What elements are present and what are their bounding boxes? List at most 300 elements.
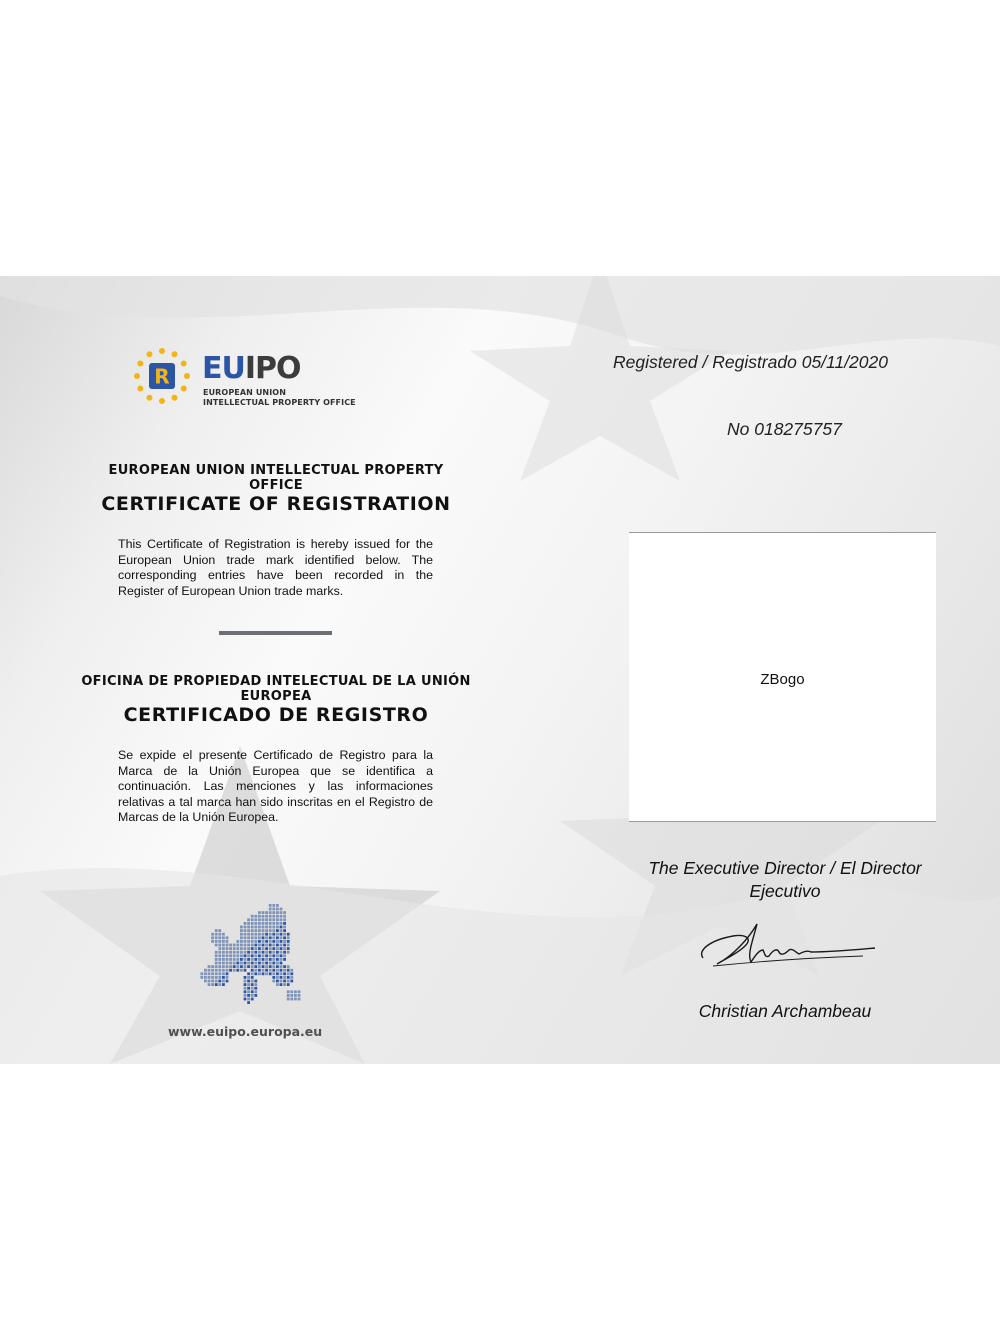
map-dot xyxy=(290,998,293,1001)
map-dot xyxy=(251,915,254,918)
map-dot xyxy=(218,965,221,968)
map-dot xyxy=(254,929,257,932)
map-dot xyxy=(247,987,250,990)
map-dot xyxy=(280,972,283,975)
map-dot xyxy=(222,940,225,943)
map-dot xyxy=(254,987,257,990)
map-dot xyxy=(265,940,268,943)
map-dot xyxy=(218,951,221,954)
map-dot xyxy=(269,933,272,936)
english-body-text: This Certificate of Registration is hereby issued for the European Union trade mark identified below. The corresponding entries have been recorded in the Register of European Union trade marks. xyxy=(118,537,433,598)
map-dot xyxy=(254,915,257,918)
map-dot xyxy=(287,994,290,997)
map-dot xyxy=(265,915,268,918)
map-dot xyxy=(222,983,225,986)
map-dot xyxy=(226,954,229,957)
map-dot xyxy=(204,976,207,979)
map-dot xyxy=(226,958,229,961)
map-dot xyxy=(276,940,279,943)
map-dot xyxy=(211,933,214,936)
map-dot xyxy=(247,951,250,954)
map-dot xyxy=(262,954,265,957)
map-dot xyxy=(265,954,268,957)
map-dot xyxy=(269,969,272,972)
map-dot xyxy=(215,983,218,986)
map-dot xyxy=(258,972,261,975)
map-dot xyxy=(211,976,214,979)
map-dot xyxy=(258,911,261,914)
map-dot xyxy=(283,980,286,983)
map-dot xyxy=(265,926,268,929)
map-dot xyxy=(240,944,243,947)
map-dot xyxy=(280,951,283,954)
map-dot xyxy=(222,972,225,975)
map-dot xyxy=(272,962,275,965)
section-divider xyxy=(219,631,332,635)
map-dot xyxy=(236,944,239,947)
map-dot xyxy=(294,994,297,997)
map-dot xyxy=(272,922,275,925)
map-dot xyxy=(222,933,225,936)
certificate-sheet xyxy=(0,276,1000,1064)
map-dot xyxy=(280,926,283,929)
trademark-box xyxy=(629,532,936,822)
map-dot xyxy=(251,983,254,986)
map-dot xyxy=(240,969,243,972)
spanish-certificate-title: CERTIFICADO DE REGISTRO xyxy=(123,704,429,726)
map-dot xyxy=(276,965,279,968)
map-dot xyxy=(244,929,247,932)
map-dot xyxy=(222,954,225,957)
map-dot xyxy=(215,969,218,972)
map-dot xyxy=(283,972,286,975)
map-dot xyxy=(251,987,254,990)
map-dot xyxy=(240,926,243,929)
map-dot xyxy=(276,918,279,921)
map-dot xyxy=(262,962,265,965)
map-dot xyxy=(280,958,283,961)
map-dot xyxy=(269,958,272,961)
map-dot xyxy=(276,926,279,929)
map-dot xyxy=(258,926,261,929)
logo-subtitle-line2: INTELLECTUAL PROPERTY OFFICE xyxy=(203,398,356,407)
map-dot xyxy=(272,933,275,936)
map-dot xyxy=(236,954,239,957)
map-dot xyxy=(215,936,218,939)
map-dot xyxy=(208,976,211,979)
map-dot xyxy=(287,936,290,939)
map-dot xyxy=(218,958,221,961)
map-dot xyxy=(298,998,301,1001)
map-dot xyxy=(247,1001,250,1004)
map-dot xyxy=(290,994,293,997)
map-dot xyxy=(283,926,286,929)
map-dot xyxy=(283,911,286,914)
map-dot xyxy=(262,969,265,972)
map-dot xyxy=(240,947,243,950)
map-dot xyxy=(218,972,221,975)
map-dot xyxy=(258,929,261,932)
emblem-letter: R xyxy=(154,364,170,389)
map-dot xyxy=(280,918,283,921)
map-dot xyxy=(226,972,229,975)
map-dot xyxy=(215,958,218,961)
map-dot xyxy=(287,998,290,1001)
map-dot xyxy=(251,976,254,979)
map-dot xyxy=(262,947,265,950)
map-dot xyxy=(258,918,261,921)
map-dot xyxy=(218,936,221,939)
map-dot xyxy=(251,969,254,972)
map-dot xyxy=(287,944,290,947)
map-dot xyxy=(280,936,283,939)
map-dot xyxy=(269,944,272,947)
map-dot xyxy=(287,951,290,954)
map-dot xyxy=(276,969,279,972)
map-dot xyxy=(276,911,279,914)
map-dot xyxy=(240,933,243,936)
map-dot xyxy=(226,944,229,947)
map-dot xyxy=(208,980,211,983)
map-dot xyxy=(240,951,243,954)
map-dot xyxy=(280,965,283,968)
map-dot xyxy=(254,972,257,975)
map-dot xyxy=(251,944,254,947)
map-dot xyxy=(215,951,218,954)
map-dot xyxy=(200,976,203,979)
map-dot xyxy=(258,947,261,950)
map-dot xyxy=(244,954,247,957)
map-dot xyxy=(269,911,272,914)
map-dot xyxy=(236,958,239,961)
map-dot xyxy=(229,947,232,950)
map-dot xyxy=(215,944,218,947)
map-dot xyxy=(287,980,290,983)
map-dot xyxy=(287,965,290,968)
map-dot xyxy=(244,969,247,972)
spanish-office-name: OFICINA DE PROPIEDAD INTELECTUAL DE LA UNIÓN EUROPEA xyxy=(81,674,471,704)
map-dot xyxy=(229,962,232,965)
website-url: www.euipo.europa.eu xyxy=(168,1024,323,1039)
map-dot xyxy=(222,969,225,972)
map-dot xyxy=(204,972,207,975)
map-dot xyxy=(254,922,257,925)
map-dot xyxy=(280,922,283,925)
map-dot xyxy=(200,972,203,975)
map-dot xyxy=(222,947,225,950)
map-dot xyxy=(251,918,254,921)
map-dot xyxy=(251,951,254,954)
map-dot xyxy=(269,904,272,907)
map-dot xyxy=(262,972,265,975)
map-dot xyxy=(276,958,279,961)
map-dot xyxy=(251,958,254,961)
map-dot xyxy=(247,936,250,939)
map-dot xyxy=(218,980,221,983)
map-dot xyxy=(208,983,211,986)
map-dot xyxy=(276,962,279,965)
map-dot xyxy=(269,936,272,939)
map-dot xyxy=(298,994,301,997)
background-swoosh-top xyxy=(0,276,1000,355)
map-dot xyxy=(272,929,275,932)
map-dot xyxy=(280,976,283,979)
map-dot xyxy=(272,976,275,979)
map-dot xyxy=(236,951,239,954)
map-dot xyxy=(226,976,229,979)
director-signature xyxy=(693,920,883,980)
map-dot xyxy=(251,994,254,997)
map-dot xyxy=(236,940,239,943)
map-dot xyxy=(280,933,283,936)
map-dot xyxy=(258,951,261,954)
map-dot xyxy=(258,936,261,939)
map-dot xyxy=(283,976,286,979)
map-dot xyxy=(251,965,254,968)
map-dot xyxy=(215,929,218,932)
map-dot xyxy=(276,929,279,932)
map-dot xyxy=(262,965,265,968)
map-dot xyxy=(272,940,275,943)
map-dot xyxy=(251,926,254,929)
map-dot xyxy=(283,918,286,921)
map-dot xyxy=(290,976,293,979)
map-dot xyxy=(269,972,272,975)
map-dot xyxy=(283,969,286,972)
map-dot xyxy=(251,962,254,965)
map-dot xyxy=(233,947,236,950)
map-dot xyxy=(208,965,211,968)
map-dot xyxy=(276,951,279,954)
map-dot xyxy=(262,958,265,961)
map-dot xyxy=(269,929,272,932)
map-dot xyxy=(276,983,279,986)
map-dot xyxy=(226,969,229,972)
map-dot xyxy=(218,969,221,972)
map-dot xyxy=(247,926,250,929)
map-dot xyxy=(265,958,268,961)
map-dot xyxy=(290,972,293,975)
map-dot xyxy=(280,908,283,911)
map-dot xyxy=(204,969,207,972)
map-dot xyxy=(272,915,275,918)
logo-word-ipo: IPO xyxy=(244,351,301,386)
map-dot xyxy=(254,944,257,947)
logo-word-eu: EU xyxy=(202,351,245,386)
map-dot xyxy=(269,915,272,918)
map-dot xyxy=(218,983,221,986)
map-dot xyxy=(244,998,247,1001)
map-dot xyxy=(247,940,250,943)
map-dot xyxy=(254,933,257,936)
map-dot xyxy=(262,922,265,925)
english-certificate-title: CERTIFICATE OF REGISTRATION xyxy=(101,493,451,515)
map-dot xyxy=(258,940,261,943)
map-dot xyxy=(269,926,272,929)
map-dot xyxy=(251,929,254,932)
logo-wordmark xyxy=(202,351,301,386)
map-dot xyxy=(283,954,286,957)
map-dot xyxy=(218,976,221,979)
spanish-heading xyxy=(80,674,472,726)
map-dot xyxy=(280,915,283,918)
map-dot xyxy=(272,951,275,954)
english-office-name: EUROPEAN UNION INTELLECTUAL PROPERTY OFFICE xyxy=(108,463,444,493)
map-dot xyxy=(287,940,290,943)
map-dot xyxy=(283,951,286,954)
map-dot xyxy=(233,951,236,954)
map-dot xyxy=(247,922,250,925)
map-dot xyxy=(280,929,283,932)
map-dot xyxy=(226,980,229,983)
map-dot xyxy=(269,922,272,925)
map-dot xyxy=(272,936,275,939)
map-dot xyxy=(211,969,214,972)
map-dot xyxy=(247,947,250,950)
map-dot xyxy=(215,965,218,968)
map-dot xyxy=(236,969,239,972)
map-dot xyxy=(226,947,229,950)
map-dot xyxy=(283,983,286,986)
map-dot xyxy=(244,933,247,936)
map-dot xyxy=(240,958,243,961)
map-dot xyxy=(215,976,218,979)
map-dot xyxy=(251,940,254,943)
map-dot xyxy=(208,972,211,975)
map-dot xyxy=(215,940,218,943)
map-dot xyxy=(226,965,229,968)
spanish-body-text: Se expide el presente Certificado de Registro para la Marca de la Unión Europea que se identifica a continuación. Las menciones y las informaciones relativas a tal marca han sido inscritas en el Registro de Marcas de la Unión Europea. xyxy=(118,748,433,825)
map-dot xyxy=(276,933,279,936)
map-dot xyxy=(269,947,272,950)
map-dot xyxy=(280,962,283,965)
map-dot xyxy=(280,983,283,986)
map-dot xyxy=(254,969,257,972)
map-dot xyxy=(211,940,214,943)
map-dot xyxy=(215,933,218,936)
map-dot xyxy=(251,922,254,925)
europe-map-icon xyxy=(184,902,314,1008)
map-dot xyxy=(211,965,214,968)
map-dot xyxy=(287,947,290,950)
map-dot xyxy=(240,936,243,939)
map-dot xyxy=(222,962,225,965)
map-dot xyxy=(276,947,279,950)
map-dot xyxy=(280,940,283,943)
map-dot xyxy=(247,983,250,986)
map-dot xyxy=(233,965,236,968)
map-dot xyxy=(283,929,286,932)
map-dot xyxy=(247,976,250,979)
map-dot xyxy=(233,969,236,972)
map-dot xyxy=(254,962,257,965)
map-dot xyxy=(254,936,257,939)
map-dot xyxy=(272,904,275,907)
map-dot xyxy=(272,908,275,911)
map-dot xyxy=(244,944,247,947)
map-dot xyxy=(226,951,229,954)
map-dot xyxy=(244,994,247,997)
map-dot xyxy=(211,980,214,983)
map-dot xyxy=(283,922,286,925)
map-dot xyxy=(258,958,261,961)
map-dot xyxy=(254,965,257,968)
map-dot xyxy=(244,980,247,983)
map-dot xyxy=(254,926,257,929)
map-dot xyxy=(240,940,243,943)
map-dot xyxy=(283,947,286,950)
map-dot xyxy=(211,936,214,939)
map-dot xyxy=(276,922,279,925)
map-dot xyxy=(215,980,218,983)
map-dot xyxy=(218,940,221,943)
map-dot xyxy=(247,965,250,968)
map-dot xyxy=(244,990,247,993)
map-dot xyxy=(283,936,286,939)
map-dot xyxy=(240,929,243,932)
map-dot xyxy=(265,947,268,950)
english-heading xyxy=(80,463,472,515)
map-dot xyxy=(280,911,283,914)
map-dot xyxy=(262,940,265,943)
map-dot xyxy=(244,936,247,939)
map-dot xyxy=(272,918,275,921)
map-dot xyxy=(298,990,301,993)
map-dot xyxy=(265,944,268,947)
map-dot xyxy=(254,958,257,961)
map-dot xyxy=(265,962,268,965)
map-dot xyxy=(262,929,265,932)
map-dot xyxy=(251,972,254,975)
map-dot xyxy=(244,983,247,986)
map-dot xyxy=(251,947,254,950)
map-dot xyxy=(254,983,257,986)
map-dot xyxy=(287,972,290,975)
map-dot xyxy=(247,998,250,1001)
map-dot xyxy=(247,954,250,957)
map-dot xyxy=(272,954,275,957)
map-dot xyxy=(218,933,221,936)
map-dot xyxy=(276,980,279,983)
map-dot xyxy=(280,944,283,947)
map-dot xyxy=(287,983,290,986)
map-dot xyxy=(226,940,229,943)
director-name: Christian Archambeau xyxy=(698,1001,872,1021)
map-dot xyxy=(233,954,236,957)
map-dot xyxy=(247,929,250,932)
map-dot xyxy=(204,980,207,983)
map-dot xyxy=(265,972,268,975)
map-dot xyxy=(262,951,265,954)
map-dot xyxy=(215,962,218,965)
map-dot xyxy=(244,940,247,943)
map-dot xyxy=(276,936,279,939)
map-dot xyxy=(276,944,279,947)
map-dot xyxy=(226,962,229,965)
map-dot xyxy=(218,962,221,965)
map-dot xyxy=(247,990,250,993)
map-dot xyxy=(272,965,275,968)
map-dot xyxy=(229,951,232,954)
map-dot xyxy=(265,933,268,936)
map-dot xyxy=(262,926,265,929)
logo-subtitle xyxy=(203,388,356,408)
map-dot xyxy=(272,944,275,947)
map-dot xyxy=(254,994,257,997)
map-dot xyxy=(287,990,290,993)
map-dot xyxy=(294,990,297,993)
map-dot xyxy=(240,962,243,965)
